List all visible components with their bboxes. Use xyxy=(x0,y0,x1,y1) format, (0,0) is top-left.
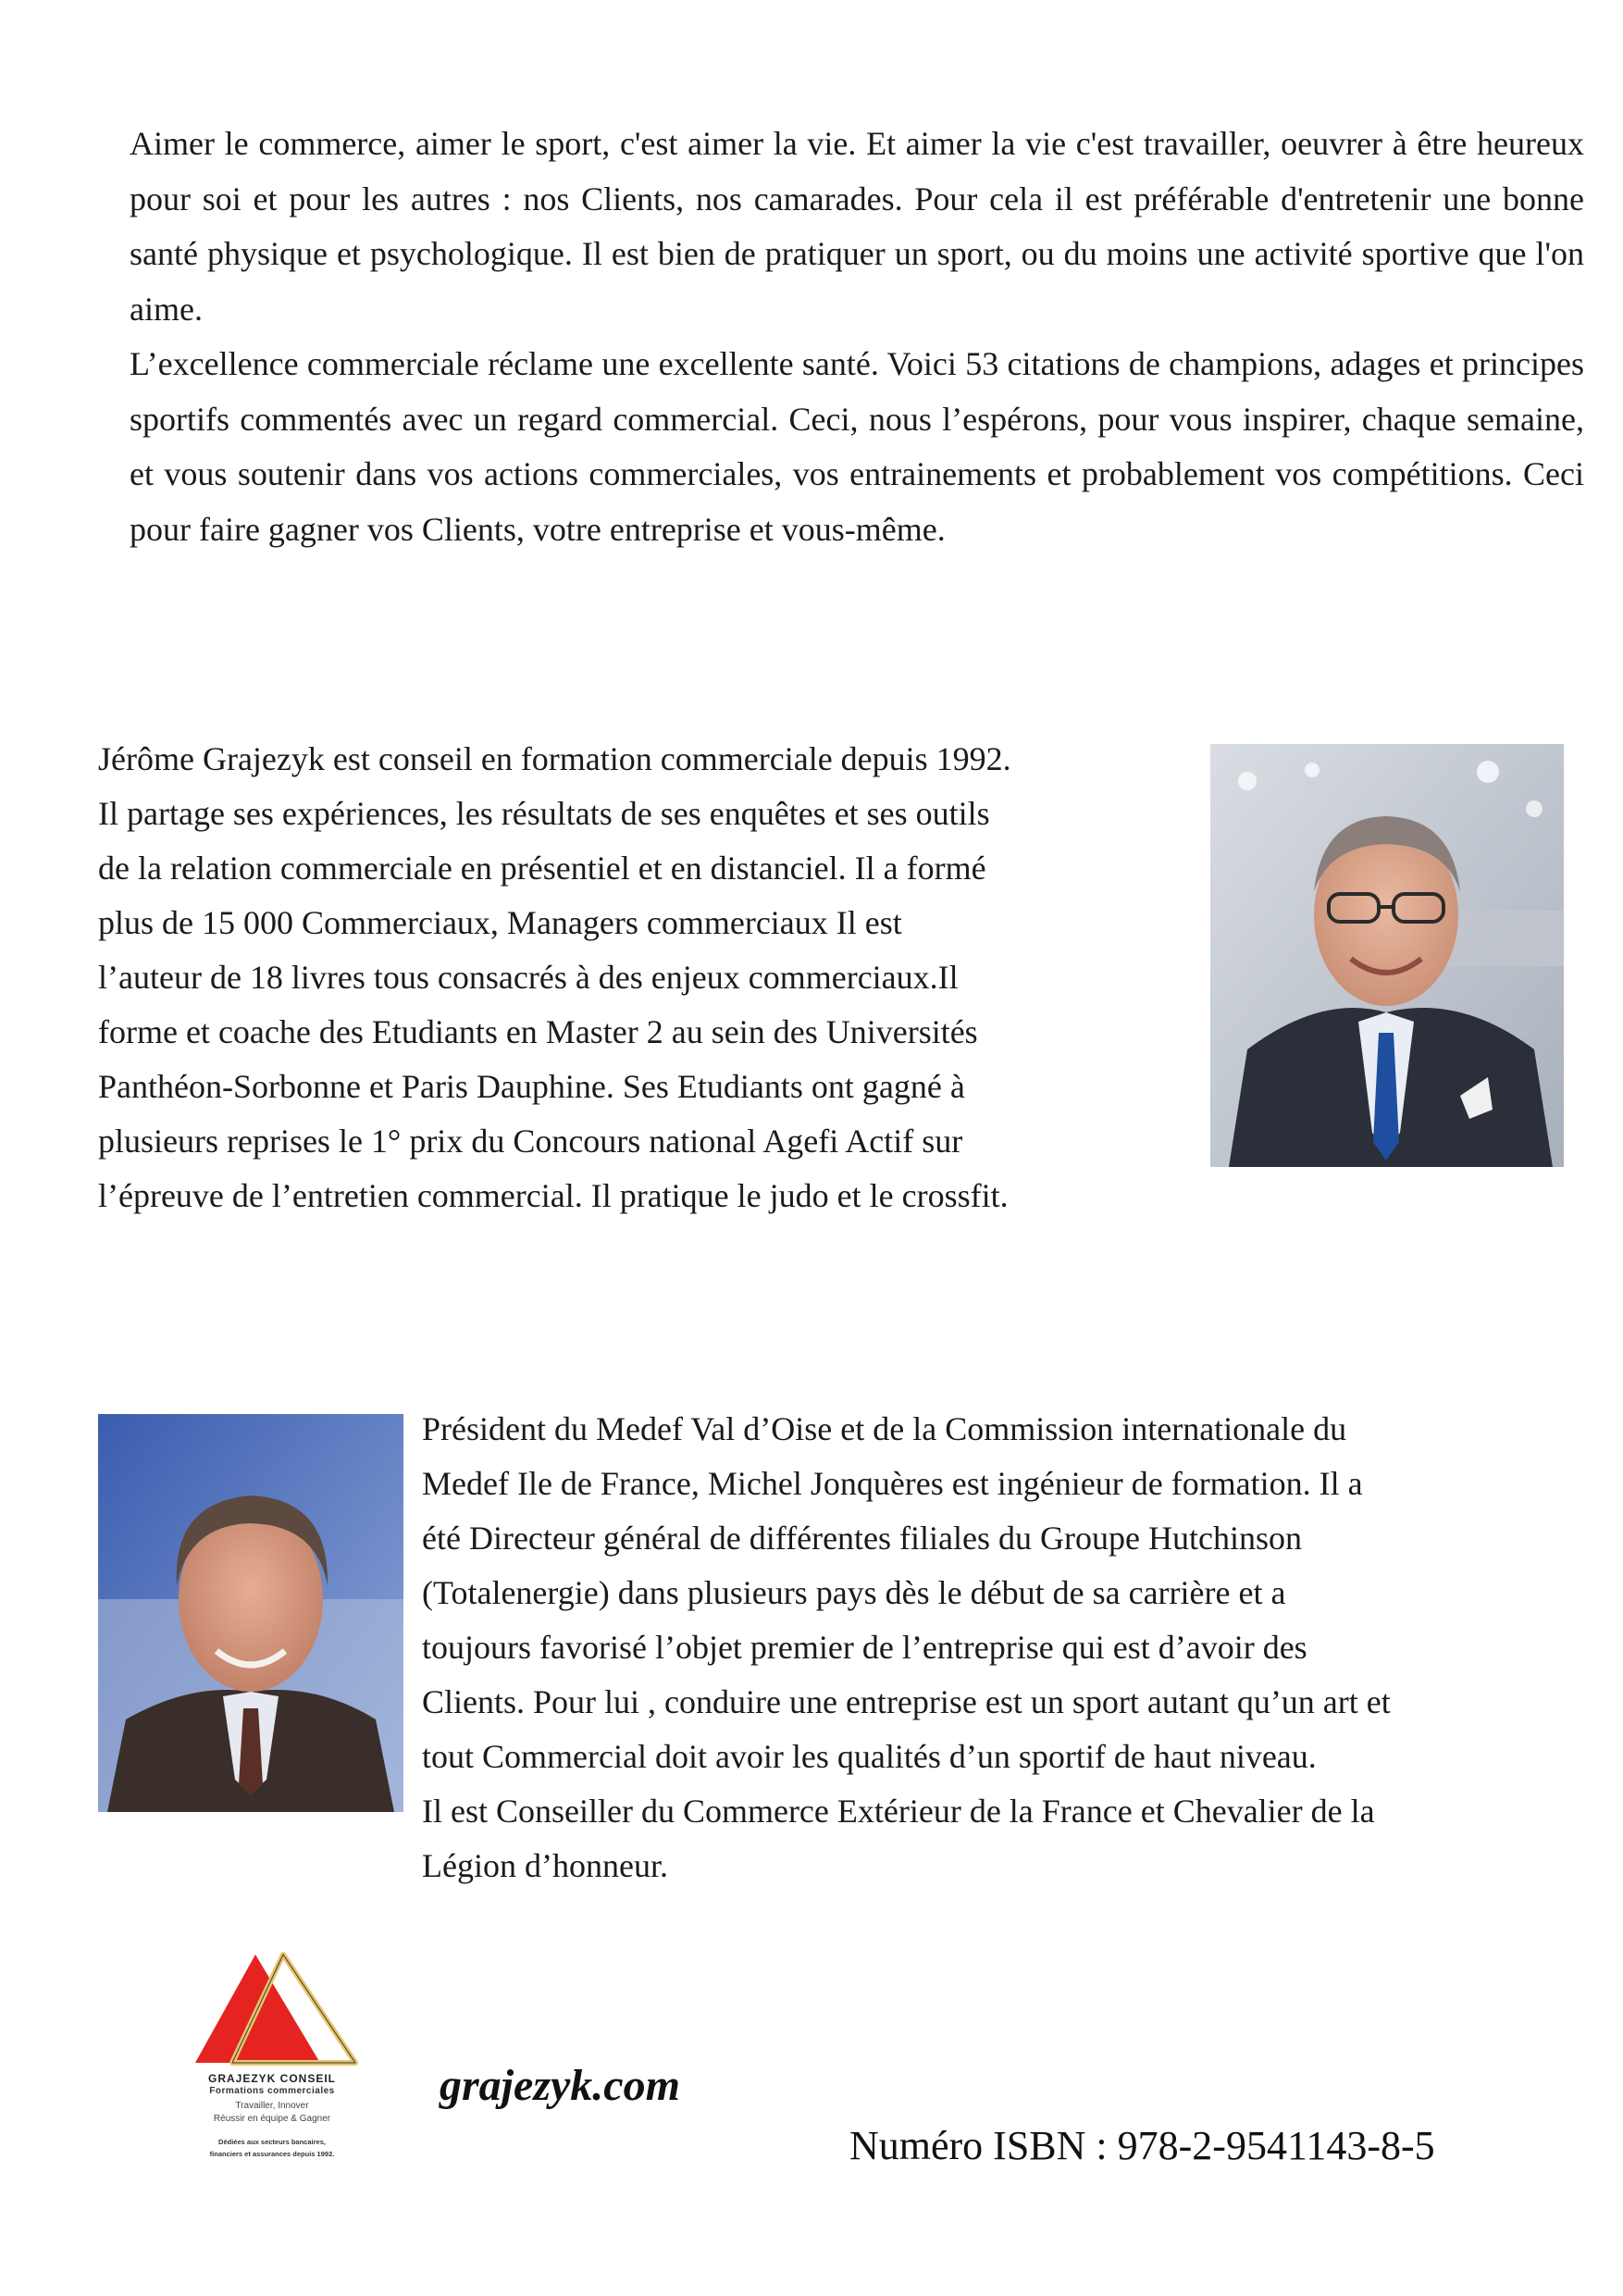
logo-footer-line-1: Dédiées aux secteurs bancaires, xyxy=(218,2138,326,2146)
logo-tagline-1: Travailler, Innover xyxy=(235,2101,309,2111)
logo-company-name: GRAJEZYK CONSEIL xyxy=(207,2072,336,2085)
author-bio-text: Jérôme Grajezyk est conseil en formation commerciale depuis 1992. Il partage ses expériences, les résultats de ses enquêtes et ses outils de la relation commerciale en présentiel et en distanciel. Il a formé plus de 15 000 Commerciaux, Managers commerciaux Il est l’auteur de 18 livres tous consacrés à des enjeux commerciaux.Il forme et coache des Etudiants en Master 2 au sein des Universités Panthéon-Sorbonne et Paris Dauphine. Ses Etudiants ont gagné à plusieurs reprises le 1° prix du Concours national Agefi Actif sur l’épreuve de l’entretien commercial. Il pratique le judo et le crossfit. xyxy=(98,740,1011,1214)
logo-footer-line-2: financiers et assurances depuis 1992. xyxy=(209,2150,335,2158)
author-bio-jonqueres xyxy=(422,1402,1597,1893)
logo-triangle-icon xyxy=(181,1947,363,2072)
intro-paragraph-1: Aimer le commerce, aimer le sport, c'est aimer la vie. Et aimer la vie c'est travailler, oeuvrer à être heureux pour soi et pour les autres : nos Clients, nos camarades. Pour cela il est préférable d'entretenir une bonne santé physique et psychologique. Il est bien de pratiquer un sport, ou du moins une activité sportive que l'on aime. xyxy=(130,125,1584,328)
logo-footer xyxy=(181,2136,363,2160)
website-link[interactable]: grajezyk.com xyxy=(440,2061,680,2110)
author-bio-text: Président du Medef Val d’Oise et de la Commission internationale du Medef Ile de France, Michel Jonquères est ingénieur de formation. Il a été Directeur général de différentes filiales du Groupe Hutchinson (Totalenergie) dans plusieurs pays dès le début de sa carrière et a toujours favorisé l’objet premier de l’entreprise qui est d’avoir des Clients. Pour lui , conduire une entreprise est un sport autant qu’un art et tout Commercial doit avoir les qualités d’un sportif de haut niveau. Il est Conseiller du Commerce Extérieur de la France et Chevalier de la Légion d’honneur. xyxy=(422,1410,1391,1884)
author-photo-grajezyk xyxy=(1210,744,1564,1167)
intro-text xyxy=(130,117,1584,557)
author-bio-grajezyk xyxy=(98,732,1208,1223)
isbn-number: Numéro ISBN : 978-2-9541143-8-5 xyxy=(849,2123,1435,2168)
intro-paragraph-2: L’excellence commerciale réclame une excellente santé. Voici 53 citations de champions, adages et principes sportifs commentés avec un regard commercial. Ceci, nous l’espérons, pour vous inspirer, chaque semaine, et vous soutenir dans vos actions commerciales, vos entrainements et probablement vos compétitions. Ceci pour faire gagner vos Clients, votre entreprise et vous-même. xyxy=(130,345,1584,548)
logo-subtitle: Formations commerciales xyxy=(209,2086,335,2096)
author-photo-jonqueres xyxy=(98,1414,403,1812)
logo-tagline-2: Réussir en équipe & Gagner xyxy=(213,2114,331,2124)
company-logo xyxy=(181,1947,363,2180)
